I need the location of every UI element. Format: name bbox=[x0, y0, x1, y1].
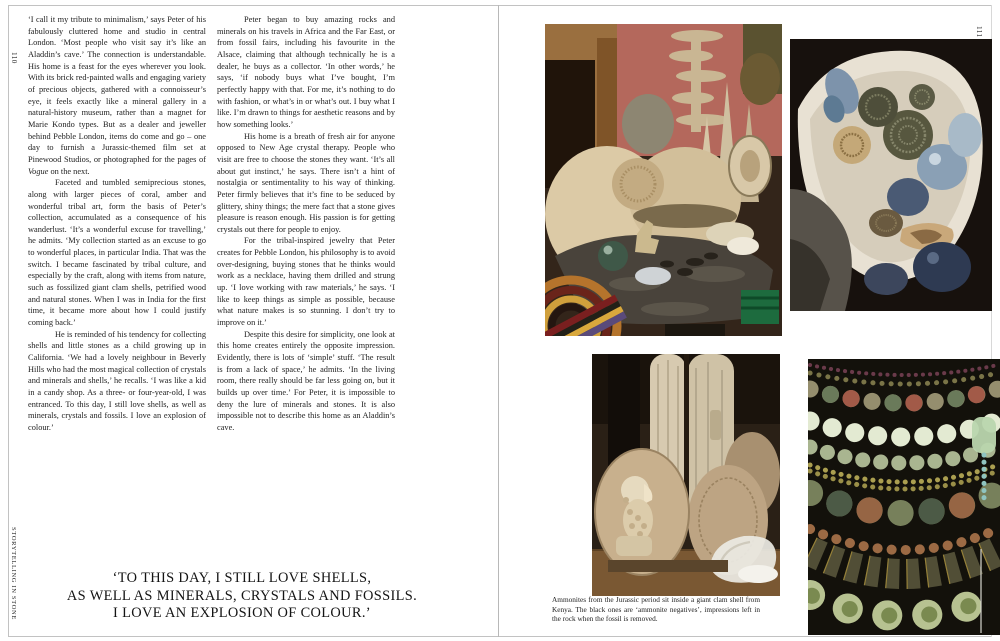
paragraph: Peter began to buy amazing rocks and minerals on his travels in Africa and the Far East, or from fossil fairs, including his favourite in the Alsace, claiming that although technically he is a dealer, he buys as a collector. ‘In other words,’ he says, ‘if nobody buys what I’ve bought, I’m perfectly happy with that. For me, it’s nothing to do with fashion, or what’s in or what’s out. I buy what I like. I’m drawn to things for aesthetic reasons and by how something looks.’ bbox=[217, 15, 395, 129]
right-page bbox=[499, 0, 1000, 641]
photo-caption: Ammonites from the Jurassic period sit inside a giant clam shell from Kenya. The black ones are ‘ammonite negatives’, impressions left in the rock when the fossil is removed. bbox=[552, 595, 760, 624]
paragraph: Despite this desire for simplicity, one look at this home creates entirely the opposite impression. Evidently, there is lots of ‘simple’ stuff. ‘The result is from a lack of space,’ he admits. ‘In the living room, there really should be far less going on, but it builds up over time.’ For Peter, it is impossible to deny the lure of minerals and stones. It is also impossible not to describe this home as an Aladdin’s cave. bbox=[217, 329, 395, 432]
paragraph: Faceted and tumbled semiprecious stones, along with larger pieces of coral, amber and wonderful tribal art, form the basis of Peter’s collection, accumulated as a consequence of his wanderlust. ‘It’s a wonderful excuse for travelling,’ he admits. ‘My collection started as an excuse to go to wonderful places, in particular India. That was the switch. I became fascinated by tribal culture, and especially by the craft, along with items from nature, such as fossilized giant clam shells, petrified wood and natural stones. When I was in India for the first time, it became more about how I could justify coming back.’ bbox=[28, 178, 206, 328]
photo-ammonites-clam-shell bbox=[790, 39, 992, 311]
pull-quote-line: I LOVE AN EXPLOSION OF COLOUR.’ bbox=[113, 605, 371, 622]
photo-stone-necklaces bbox=[808, 359, 1000, 635]
necklaces-photo-art bbox=[808, 359, 1000, 635]
interior-photo-art bbox=[545, 24, 782, 336]
vogue-italic: Vogue bbox=[28, 166, 49, 176]
spine-label-left: STORYTELLING IN STONE bbox=[10, 527, 17, 620]
paragraph-text: on the next. bbox=[48, 166, 90, 176]
page-number-left: 110 bbox=[10, 52, 18, 64]
photo-interior-coral-collection bbox=[545, 24, 782, 336]
text-column-2 bbox=[217, 14, 395, 434]
busts-photo-art bbox=[592, 354, 780, 596]
paragraph-text: ‘I call it my tribute to minimalism,’ says Peter of his fabulously cluttered home and studio in central London. ‘Most people who visit say it’s like an Aladdin’s cave.’ The connection is understandable. His home is a feast for the eyes wherever you look. With its brick red-painted walls and engaging variety of precious objects, gathered with a connoisseur’s eye, it feels exactly like a mineral gallery in a natural-history museum, rather than a magnet for Marie Kondo types. But as a dealer and jeweller behind Pebble London, items do come and go – one day to furnish a Jurassic-themed film set at Pinewood Studios, or photographed for the pages of bbox=[28, 15, 206, 164]
pull-quote bbox=[30, 570, 454, 623]
article-body bbox=[28, 14, 396, 434]
left-page bbox=[0, 0, 499, 641]
paragraph: For the tribal-inspired jewelry that Peter creates for Pebble London, his philosophy is to avoid over-designing, buying stones that he thinks would work as a necklace, having them drilled and strung up. ‘I love working with raw materials,’ he says. ‘I like to keep things as simple as possible, because what nature makes is so stunning. I don’t try to improve on it.’ bbox=[217, 236, 395, 328]
paragraph: His home is a breath of fresh air for anyone opposed to New Age crystal therapy. People who visit are free to choose the stones they want. ‘It’s all about gut instinct,’ he says. There isn’t a hint of nostalgia or sentimentality to his way of thinking. Peter firmly believes that it’s fine to be seduced by glittery, shiny things; the mere fact that a stone gives pleasure is reason enough. His passion is for getting crystals out there for people to enjoy. bbox=[217, 131, 395, 234]
pull-quote-line: ‘TO THIS DAY, I STILL LOVE SHELLS, bbox=[112, 570, 372, 586]
photo-marble-busts bbox=[592, 354, 780, 596]
page-number-right: 111 bbox=[975, 26, 983, 38]
pull-quote-line: AS WELL AS MINERALS, CRYSTALS AND FOSSILS. bbox=[66, 587, 418, 604]
text-column-1 bbox=[28, 14, 206, 434]
paragraph: He is reminded of his tendency for collecting shells and little stones as a child growing up in California. ‘We had a lovely neighbour in Beverly Hills who had the most magical collection of crystals and minerals and shells,’ he recalls. ‘I was like a kid in a candy shop. As a three- or four-year-old, I was entranced. To this day, I still love shells, as well as minerals, crystals and fossils. I love an explosion of colour.’ bbox=[28, 329, 206, 432]
ammonites-photo-art bbox=[790, 39, 992, 311]
paragraph bbox=[28, 14, 206, 177]
